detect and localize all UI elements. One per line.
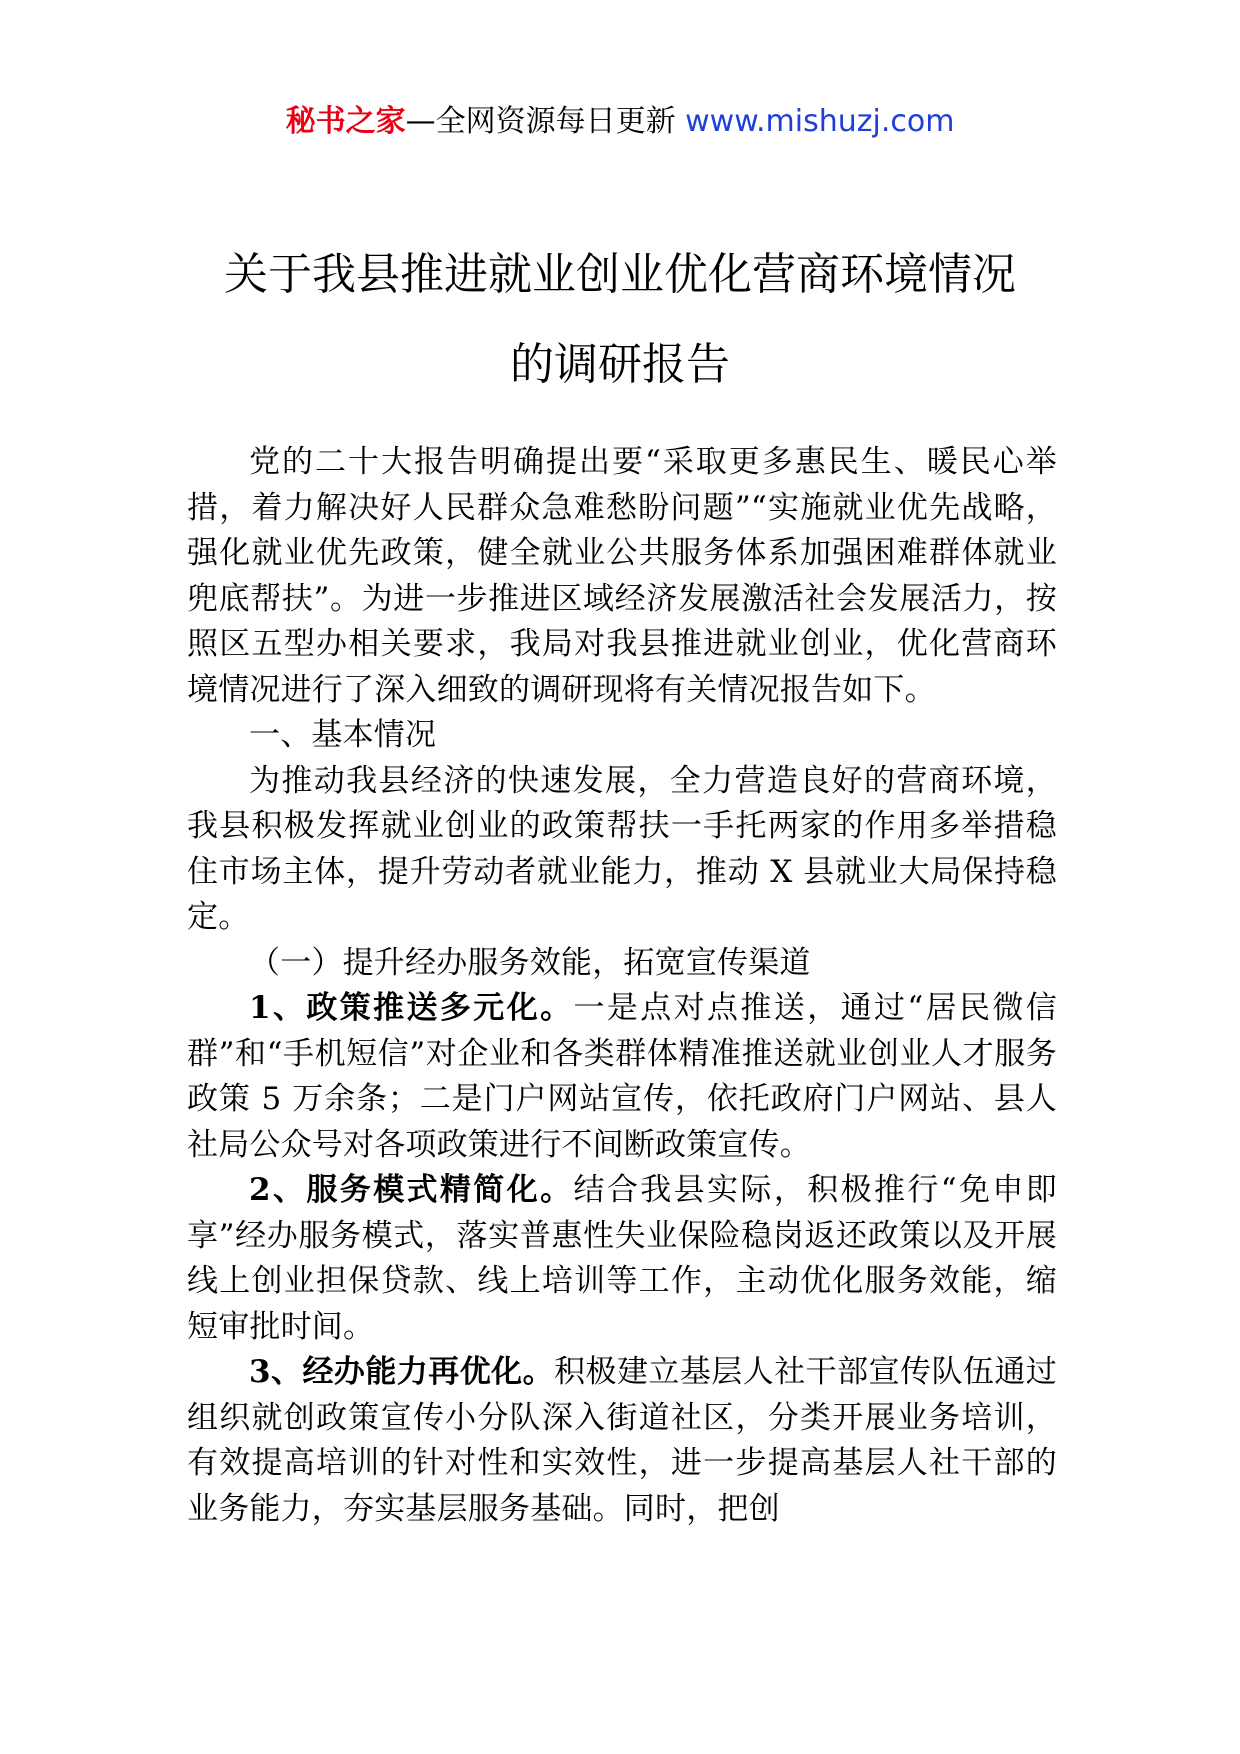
subsection-heading-service-efficiency: （一）提升经办服务效能，拓宽宣传渠道: [249, 944, 811, 981]
title-line-2: 的调研报告: [510, 339, 730, 390]
item-policy-push: [187, 986, 1057, 1168]
item-handling-capacity: [187, 1350, 1057, 1532]
title-line-1: 关于我县推进就业创业优化营商环境情况: [224, 249, 1016, 300]
item-service-mode: [187, 1168, 1057, 1350]
intro-paragraph: 党的二十大报告明确提出要“采取更多惠民生、暖民心举措，着力解决好人民群众急难愁盼问题”“实施就业优先战略，强化就业优先政策，健全就业公共服务体系加强困难群体就业兜底帮扶”。为进一步推进区域经济发展激活社会发展活力，按照区五型办相关要求，我局对我县推进就业创业，优化营商环境情况进行了深入细致的调研现将有关情况报告如下。: [187, 444, 1057, 708]
watermark-header: [0, 100, 1240, 144]
item-service-mode-lead: 2、服务模式精简化。: [249, 1172, 574, 1208]
item-policy-push-body: 一是点对点推送，通过“居民微信群”和“手机短信”对企业和各类群体精准推送就业创业人才服务政策 5 万余条；二是门户网站宣传，依托政府门户网站、县人社局公众号对各项政策进行不间断政策宣传。: [187, 990, 1057, 1163]
item-handling-capacity-lead: 3、经办能力再优化。: [249, 1354, 555, 1390]
item-handling-capacity-body: 积极建立基层人社干部宣传队伍通过组织就创政策宣传小分队深入街道社区，分类开展业务培训，有效提高培训的针对性和实效性，进一步提高基层人社干部的业务能力，夯实基层服务基础。同时，把创: [187, 1354, 1057, 1527]
brand-name: 秘书之家: [285, 104, 406, 139]
document-title: [160, 230, 1080, 410]
item-policy-push-lead: 1、政策推送多元化。: [249, 990, 574, 1026]
document-body: [187, 440, 1057, 1532]
section-body-basic-situation: 为推动我县经济的快速发展，全力营造良好的营商环境，我县积极发挥就业创业的政策帮扶一手托两家的作用多举措稳住市场主体，提升劳动者就业能力，推动 X 县就业大局保持稳定。: [187, 762, 1057, 935]
header-tagline: —全网资源每日更新: [405, 104, 686, 139]
section-heading-basic-situation: 一、基本情况: [249, 717, 437, 753]
item-service-mode-body: 结合我县实际，积极推行“免申即享”经办服务模式，落实普惠性失业保险稳岗返还政策以及开展线上创业担保贷款、线上培训等工作，主动优化服务效能，缩短审批时间。: [187, 1172, 1057, 1345]
site-url-link[interactable]: www.mishuzj.com: [685, 104, 955, 139]
